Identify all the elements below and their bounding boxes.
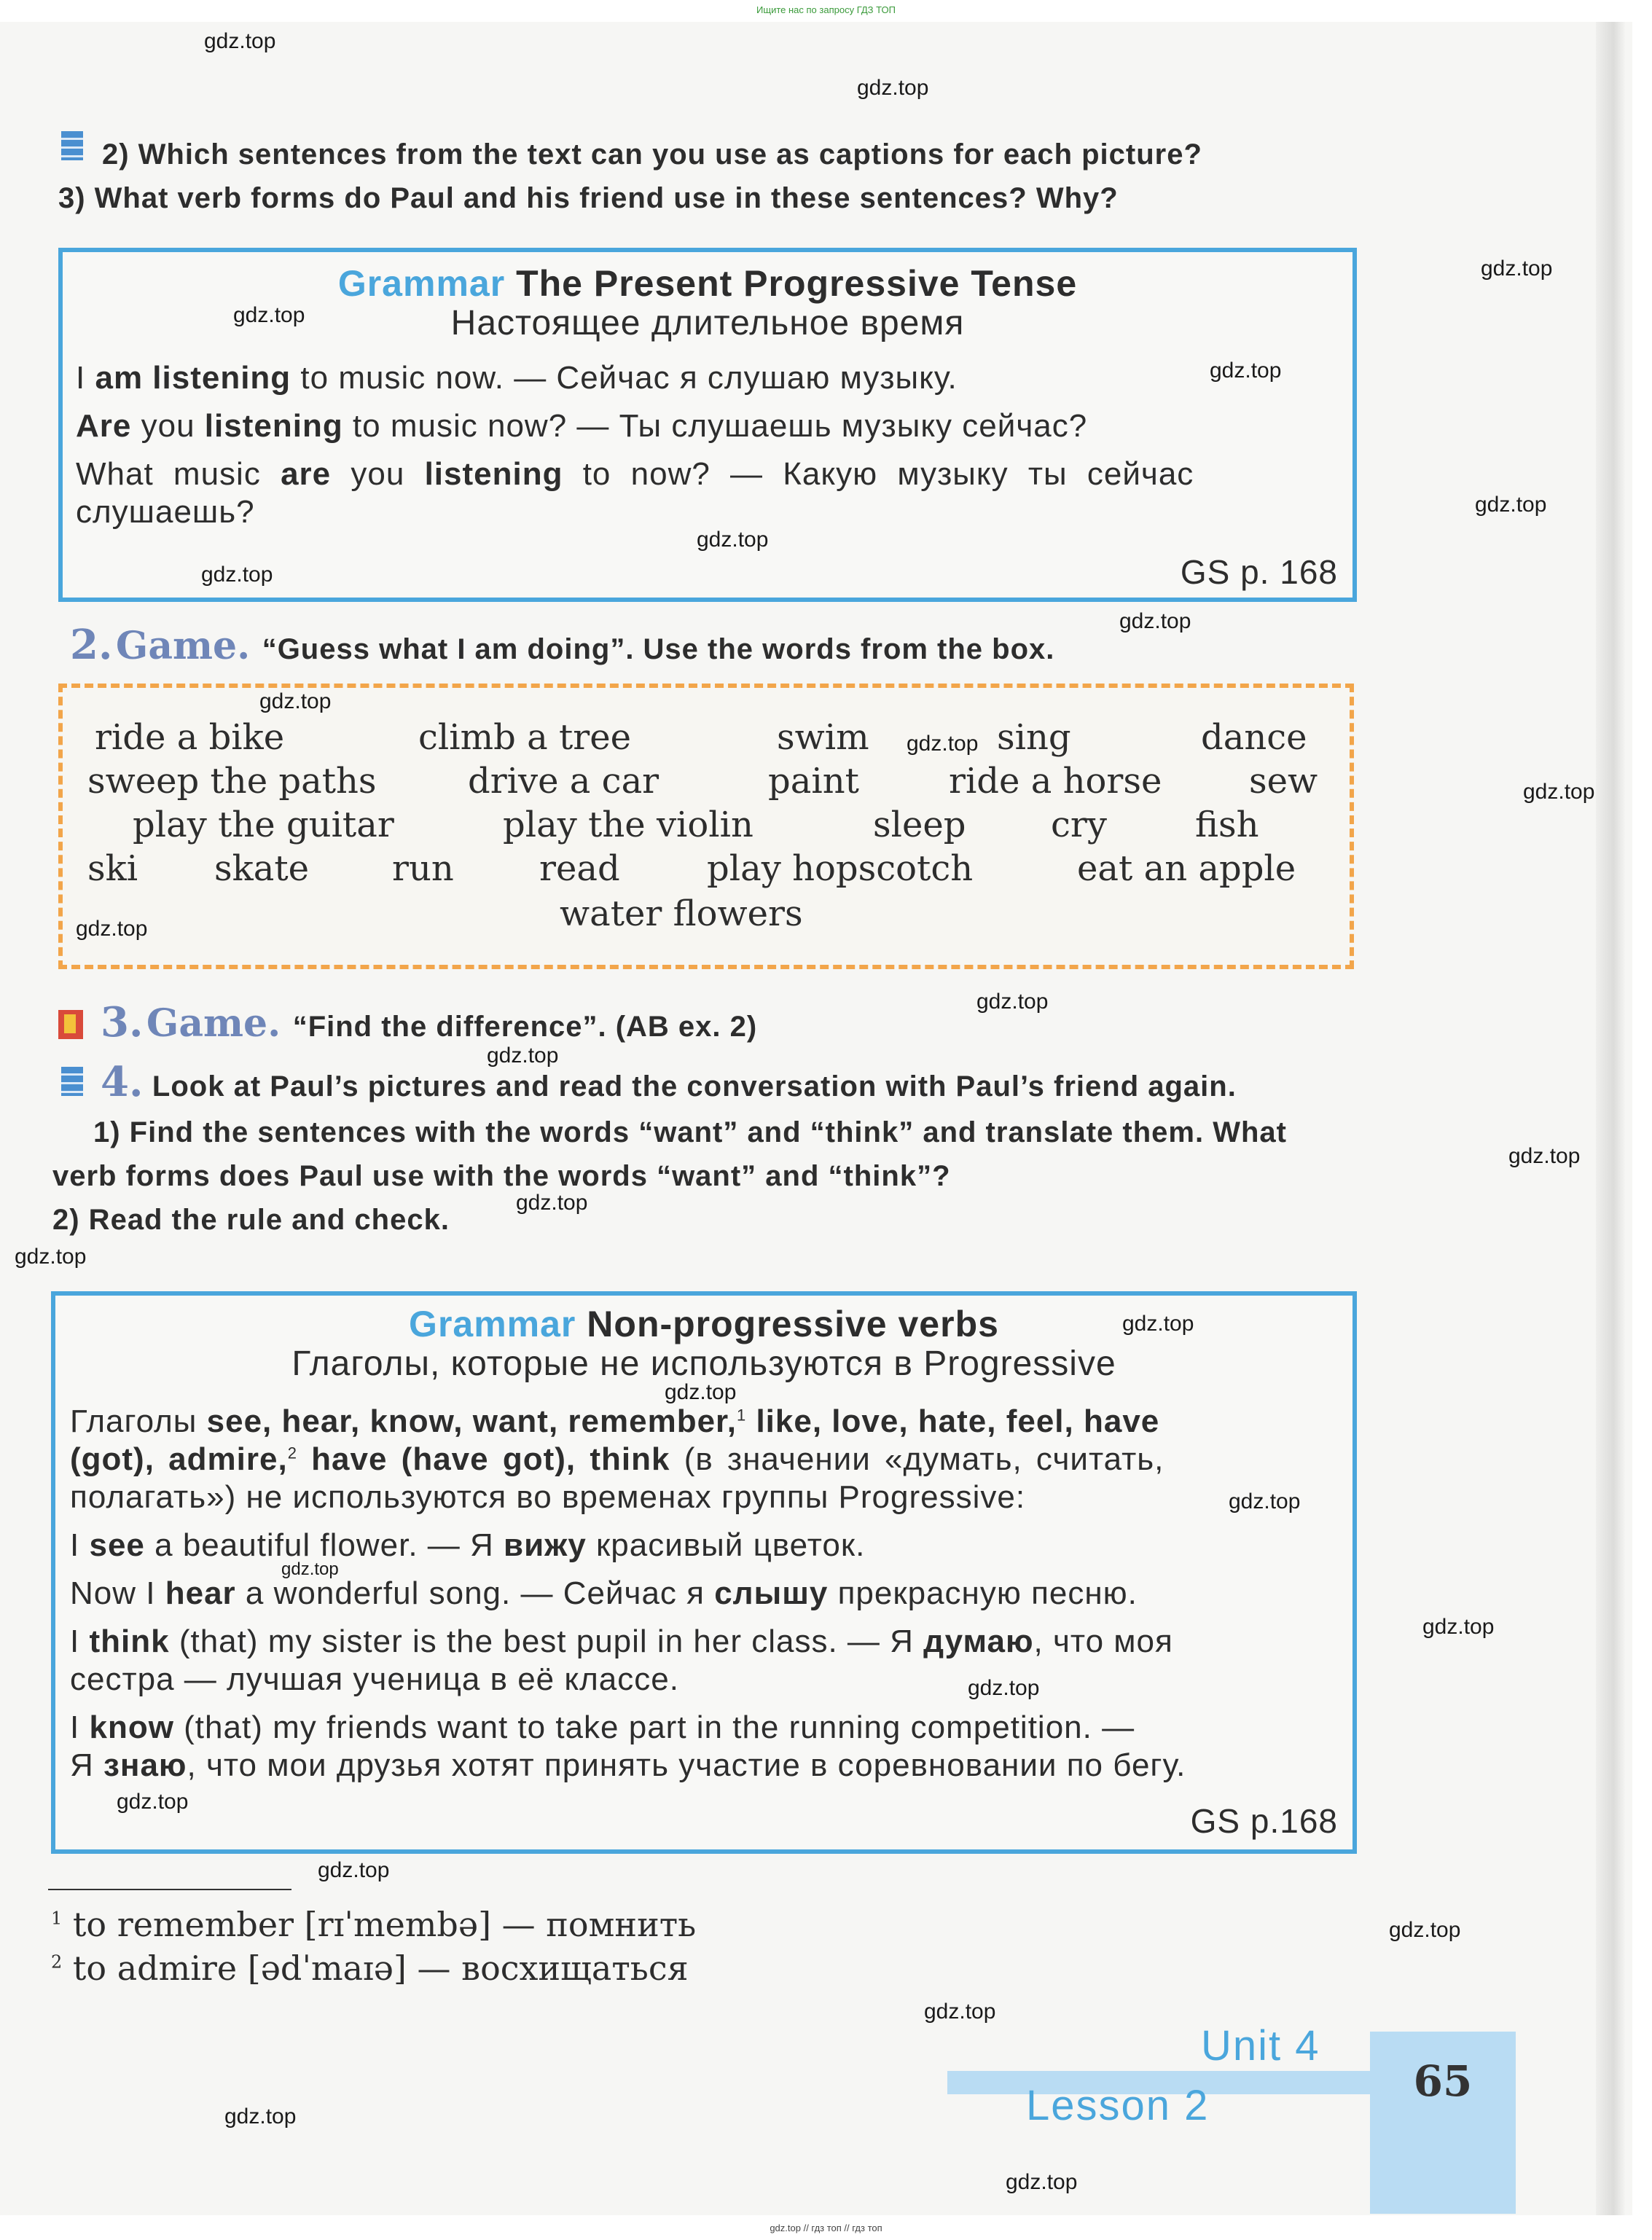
watermark: gdz.top xyxy=(318,1858,390,1882)
footnote-text: to remember [rɪˈmembə] — помнить xyxy=(72,1905,697,1944)
text: (в значении «думать, считать, xyxy=(684,1441,1164,1477)
word-item: ride a horse xyxy=(949,761,1162,802)
text: (that) my friends want to take part in the running competition. — xyxy=(184,1710,1135,1745)
bold-text: знаю xyxy=(103,1747,187,1783)
exercise-4-task-1-cont: verb forms does Paul use with the words “want” and “think”? xyxy=(52,1160,951,1192)
word-item: run xyxy=(392,848,454,889)
watermark: gdz.top xyxy=(1523,780,1595,804)
text: прекрасную песню. xyxy=(837,1575,1138,1611)
rule-line-1 xyxy=(70,1403,1159,1440)
text: красивый цветок. xyxy=(596,1527,866,1563)
word-item: dance xyxy=(1201,717,1307,758)
word-item: sew xyxy=(1249,761,1318,802)
word-item: cry xyxy=(1051,804,1107,845)
watermark: gdz.top xyxy=(1422,1615,1495,1639)
grammar-box-non-progressive xyxy=(51,1291,1357,1854)
exercise-number: 4. xyxy=(101,1058,144,1106)
watermark: gdz.top xyxy=(1389,1918,1461,1942)
text: What music xyxy=(76,456,261,492)
word-item: read xyxy=(539,848,620,889)
watermark: gdz.top xyxy=(976,990,1049,1014)
example-line-4 xyxy=(70,1710,1135,1746)
bold-text: hear xyxy=(165,1575,236,1611)
footnote-divider xyxy=(48,1889,291,1890)
watermark: gdz.top xyxy=(1481,256,1553,281)
example-line-3-cont: сестра — лучшая ученица в её классе. xyxy=(70,1661,679,1697)
page-spine xyxy=(1596,22,1625,2215)
watermark: gdz.top xyxy=(1508,1144,1581,1168)
exercise-number: 2. xyxy=(70,621,113,669)
text: to now? — Какую музыку ты сейчас xyxy=(582,456,1194,492)
watermark: gdz.top xyxy=(1475,493,1547,517)
word-item: ride a bike xyxy=(95,717,285,758)
bold-text: listening xyxy=(204,408,343,444)
text: Now I xyxy=(70,1575,156,1611)
word-item: play the guitar xyxy=(133,804,394,845)
footnote-2 xyxy=(51,1949,689,1988)
bottom-note: gdz.top // гдз топ // гдз топ xyxy=(770,2223,882,2233)
activity-book-icon xyxy=(58,1010,83,1039)
game-3-heading xyxy=(101,998,757,1046)
watermark: gdz.top xyxy=(201,563,273,587)
word-item: sing xyxy=(997,717,1071,758)
example-line-3-cont: слушаешь? xyxy=(76,494,255,530)
exercise-instruction: Look at Paul’s pictures and read the conversation with Paul’s friend again. xyxy=(152,1070,1237,1103)
exercise-4-heading xyxy=(101,1058,1237,1106)
word-item: skate xyxy=(214,848,310,889)
word-item: paint xyxy=(768,761,859,802)
bold-text: see xyxy=(89,1527,145,1563)
watermark: gdz.top xyxy=(1119,609,1191,633)
watermark: gdz.top xyxy=(76,917,148,941)
footnote-mark: 2 xyxy=(287,1444,297,1462)
page-number: 65 xyxy=(1413,2056,1473,2106)
grammar-subtitle: Глаголы, которые не используются в Progressive xyxy=(291,1344,1116,1383)
word-item: water flowers xyxy=(560,893,803,934)
watermark: gdz.top xyxy=(968,1676,1040,1700)
word-item: ski xyxy=(87,848,138,889)
bold-text: am listening xyxy=(95,360,291,396)
text: , что моя xyxy=(1033,1624,1173,1659)
exercise-type: Game. xyxy=(146,1001,281,1046)
example-line-2 xyxy=(76,408,1087,445)
game-2-heading xyxy=(70,621,1054,669)
bold-text: like, love, hate, feel, have xyxy=(756,1403,1160,1439)
watermark: gdz.top xyxy=(281,1559,339,1579)
text: a beautiful flower. — Я xyxy=(154,1527,494,1563)
rule-line-3: полагать») не используются во временах группы Progressive: xyxy=(70,1479,1026,1515)
rule-line-2 xyxy=(70,1441,1164,1478)
footnote-1 xyxy=(51,1905,696,1944)
text: a wonderful song. — Сейчас я xyxy=(245,1575,705,1611)
word-item: play the violin xyxy=(503,804,753,845)
text: Глаголы xyxy=(70,1403,197,1439)
watermark: gdz.top xyxy=(697,528,769,552)
footnote-number: 1 xyxy=(51,1908,63,1929)
watermark: gdz.top xyxy=(1006,2170,1078,2194)
text: , что мои друзья хотят принять участие в соревновании по бегу. xyxy=(187,1747,1186,1783)
example-line-3 xyxy=(76,456,1194,493)
watermark: gdz.top xyxy=(224,2104,297,2129)
text: I xyxy=(70,1624,80,1659)
exercise-4-task-2: 2) Read the rule and check. xyxy=(52,1204,450,1236)
bold-text: Are xyxy=(76,408,132,444)
grammar-subtitle: Настоящее длительное время xyxy=(450,304,965,342)
watermark: gdz.top xyxy=(117,1790,189,1814)
watermark: gdz.top xyxy=(1122,1312,1194,1336)
grammar-reference: GS p.168 xyxy=(1190,1802,1338,1840)
word-item: sleep xyxy=(873,804,966,845)
watermark: gdz.top xyxy=(924,2000,996,2024)
grammar-label: Grammar xyxy=(337,263,506,304)
grammar-title-text: The Present Progressive Tense xyxy=(516,263,1078,304)
text: Я xyxy=(70,1747,94,1783)
word-item: fish xyxy=(1195,804,1259,845)
word-item: drive a car xyxy=(468,761,659,802)
question-2: 2) Which sentences from the text can you use as captions for each picture? xyxy=(102,138,1202,171)
word-item: play hopscotch xyxy=(707,848,974,889)
exercise-type: Game. xyxy=(115,624,251,668)
exercise-instruction: “Find the difference”. (AB ex. 2) xyxy=(292,1011,758,1043)
word-item: swim xyxy=(777,717,869,758)
watermark: gdz.top xyxy=(204,29,276,53)
footnote-number: 2 xyxy=(51,1951,63,1973)
text: I xyxy=(76,360,86,396)
bold-text: think xyxy=(89,1624,170,1659)
exercise-4-task-1: 1) Find the sentences with the words “want” and “think” and translate them. What xyxy=(93,1116,1287,1148)
watermark: gdz.top xyxy=(665,1380,737,1404)
watermark: gdz.top xyxy=(907,732,979,756)
text: you xyxy=(141,408,195,444)
bold-text: see, hear, know, want, remember, xyxy=(206,1403,737,1439)
footnote-text: to admire [ədˈmaɪə] — восхищаться xyxy=(72,1949,689,1988)
grammar-reference: GS p. 168 xyxy=(1180,553,1338,591)
watermark: gdz.top xyxy=(516,1191,588,1215)
grammar-title-text: Non-progressive verbs xyxy=(587,1304,999,1344)
word-item: climb a tree xyxy=(418,717,632,758)
bold-text: listening xyxy=(424,456,563,492)
book-icon xyxy=(61,131,83,160)
footnote-mark: 1 xyxy=(736,1406,747,1425)
text: (that) my sister is the best pupil in her class. — Я xyxy=(179,1624,914,1659)
lesson-label: Lesson 2 xyxy=(1026,2082,1210,2129)
text: I xyxy=(70,1527,80,1563)
watermark: gdz.top xyxy=(487,1043,559,1068)
bold-text: вижу xyxy=(504,1527,587,1563)
bold-text: know xyxy=(89,1710,174,1745)
question-3: 3) What verb forms do Paul and his friend use in these sentences? Why? xyxy=(58,182,1119,214)
example-line-1 xyxy=(70,1527,865,1564)
watermark: gdz.top xyxy=(15,1245,87,1269)
word-item: eat an apple xyxy=(1077,848,1296,889)
bold-text: думаю xyxy=(923,1624,1034,1659)
book-icon xyxy=(61,1067,83,1096)
unit-label: Unit 4 xyxy=(1201,2022,1320,2069)
bold-text: are xyxy=(281,456,332,492)
example-line-3 xyxy=(70,1624,1173,1660)
word-item: sweep the paths xyxy=(87,761,377,802)
text: to music now? — Ты слушаешь музыку сейчас? xyxy=(352,408,1088,444)
exercise-number: 3. xyxy=(101,998,144,1046)
text: to music now. — Сейчас я слушаю музыку. xyxy=(300,360,958,396)
text: you xyxy=(351,456,405,492)
example-line-4-cont xyxy=(70,1747,1186,1784)
example-line-1 xyxy=(76,360,958,396)
grammar-title xyxy=(63,262,1352,305)
exercise-instruction: “Guess what I am doing”. Use the words from the box. xyxy=(262,633,1055,665)
word-box xyxy=(58,684,1354,969)
text: I xyxy=(70,1710,80,1745)
example-line-2 xyxy=(70,1575,1138,1612)
watermark: gdz.top xyxy=(1210,359,1282,383)
bold-text: слышу xyxy=(714,1575,829,1611)
bold-text: have (have got), think xyxy=(311,1441,670,1477)
watermark: gdz.top xyxy=(857,76,929,100)
bold-text: (got), admire, xyxy=(70,1441,288,1477)
top-note: Ищите нас по запросу ГДЗ ТОП xyxy=(756,4,896,15)
grammar-label: Grammar xyxy=(409,1304,576,1344)
watermark: gdz.top xyxy=(1229,1489,1301,1513)
watermark: gdz.top xyxy=(233,303,305,327)
watermark: gdz.top xyxy=(259,689,332,713)
